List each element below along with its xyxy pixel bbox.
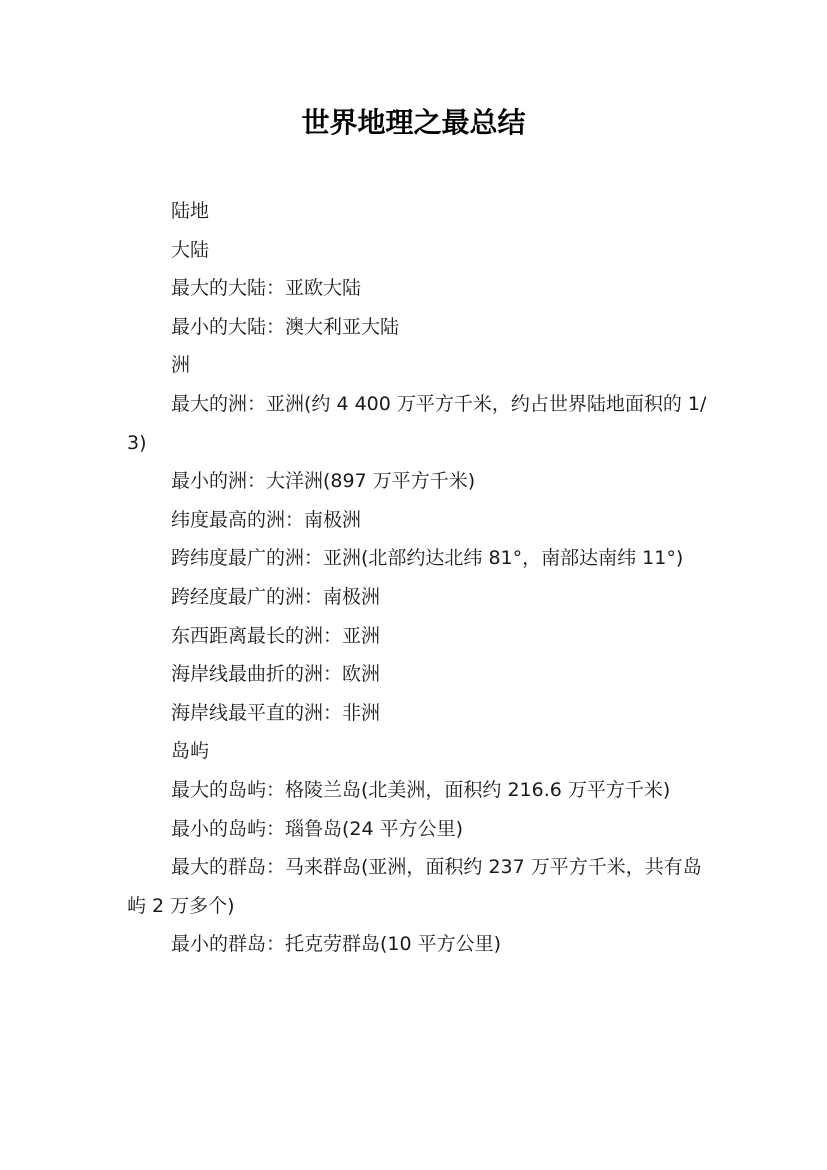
paragraph-line: 最小的岛屿：瑙鲁岛(24 平方公里) — [171, 817, 464, 840]
paragraph-line: 海岸线最曲折的洲：欧洲 — [171, 663, 381, 686]
document-body — [127, 192, 711, 964]
paragraph-line: 大陆 — [171, 238, 210, 261]
paragraph-line: 最大的大陆：亚欧大陆 — [171, 277, 362, 300]
paragraph-line: 最大的洲：亚洲(约 4 400 万平方千米，约占世界陆地面积的 1/3) — [127, 392, 707, 454]
document-title: 世界地理之最总结 — [301, 106, 526, 139]
paragraph-line: 纬度最高的洲：南极洲 — [171, 508, 362, 531]
paragraph-line: 最大的岛屿：格陵兰岛(北美洲，面积约 216.6 万平方千米) — [171, 778, 671, 801]
paragraph-line: 洲 — [171, 354, 191, 377]
paragraph-line: 最大的群岛：马来群岛(亚洲，面积约 237 万平方千米，共有岛屿 2 万多个) — [127, 856, 702, 917]
paragraph-line: 陆地 — [171, 200, 210, 222]
paragraph-line: 跨经度最广的洲：南极洲 — [171, 585, 381, 608]
paragraph-line: 岛屿 — [171, 740, 210, 763]
paragraph-line: 跨纬度最广的洲：亚洲(北部约达北纬 81°，南部达南纬 11°) — [171, 547, 684, 570]
paragraph-line: 海岸线最平直的洲：非洲 — [171, 701, 381, 724]
paragraph-line: 最小的洲：大洋洲(897 万平方千米) — [171, 470, 476, 493]
paragraph-line: 最小的大陆：澳大利亚大陆 — [171, 315, 400, 338]
paragraph-line: 东西距离最长的洲：亚洲 — [171, 624, 381, 647]
paragraph-line: 最小的群岛：托克劳群岛(10 平方公里) — [171, 933, 502, 956]
